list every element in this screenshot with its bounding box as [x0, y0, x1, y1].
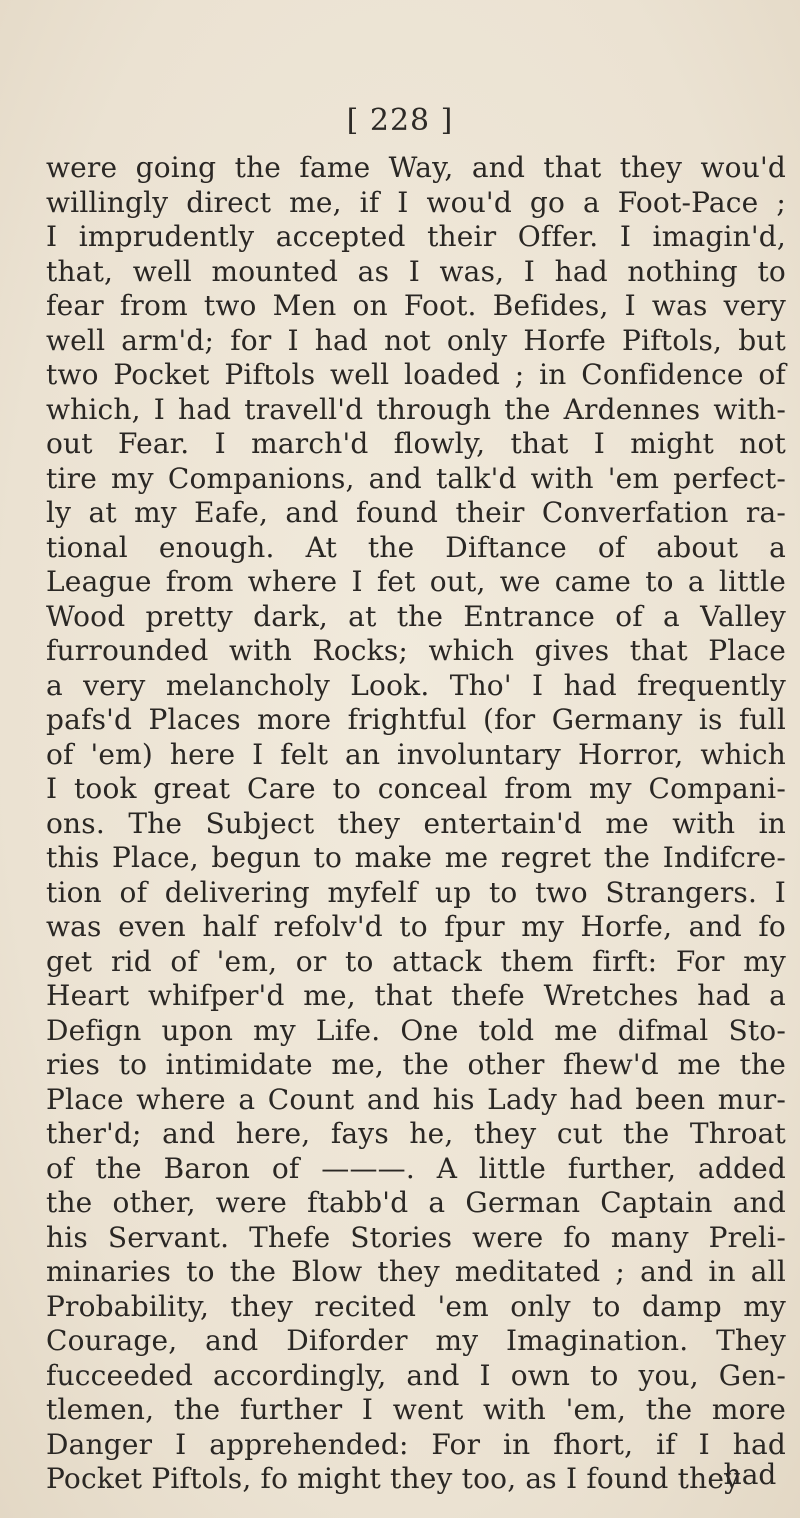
text-line: Danger I apprehended: For in fhort, if I had [46, 1427, 786, 1461]
text-line: of 'em) here I felt an involuntary Horror, which [46, 737, 786, 771]
text-line: ons. The Subject they entertain'd me with in [46, 806, 786, 840]
catchword: had [723, 1458, 777, 1491]
text-line: fear from two Men on Foot. Befides, I was very [46, 289, 786, 322]
text-line: Heart whifper'd me, that thefe Wretches had a [46, 979, 786, 1012]
text-line: ries to intimidate me, the other fhew'd me the [46, 1048, 786, 1081]
text-line: was even half refolv'd to fpur my Horfe, and fo [46, 910, 786, 943]
text-line: pafs'd Places more frightful (for Germany is full [46, 703, 786, 736]
text-line: which, I had travell'd through the Ardennes with- [46, 392, 786, 426]
text-line: willingly direct me, if I wou'd go a Foot-Pace ; [46, 185, 786, 219]
text-line: were going the fame Way, and that they wou'd [46, 151, 786, 184]
text-line: Wood pretty dark, at the Entrance of a Valley [46, 599, 786, 633]
text-line: well arm'd; for I had not only Horfe Piftols, but [46, 323, 786, 357]
text-line: the other, were ftabb'd a German Captain and [46, 1186, 786, 1219]
text-line: out Fear. I march'd flowly, that I might not [46, 427, 786, 460]
text-line: two Pocket Piftols well loaded ; in Confidence of [46, 358, 786, 391]
text-line: Courage, and Diforder my Imagination. They [46, 1324, 786, 1357]
text-line: get rid of 'em, or to attack them firft: For my [46, 944, 786, 978]
text-line: furrounded with Rocks; which gives that Place [46, 634, 786, 667]
text-line: his Servant. Thefe Stories were fo many Preli- [46, 1220, 786, 1254]
text-line: Pocket Piftols, fo might they too, as I found they [46, 1462, 741, 1495]
text-line: Probability, they recited 'em only to damp my [46, 1289, 786, 1323]
text-line: Place where a Count and his Lady had been mur- [46, 1082, 786, 1116]
text-line: this Place, begun to make me regret the Indifcre- [46, 841, 786, 874]
text-line: tlemen, the further I went with 'em, the more [46, 1393, 786, 1426]
text-line: ther'd; and here, fays he, they cut the Throat [46, 1117, 786, 1150]
text-line: League from where I fet out, we came to a little [46, 565, 786, 598]
text-line: a very melancholy Look. Tho' I had frequently [46, 668, 786, 702]
text-line: minaries to the Blow they meditated ; and in all [46, 1255, 786, 1288]
text-line: of the Baron of ———. A little further, added [46, 1151, 786, 1185]
text-line: tion of delivering myfelf up to two Strangers. I [46, 875, 786, 909]
text-line: I took great Care to conceal from my Compani- [46, 772, 786, 805]
page-number-header: [ 228 ] [346, 103, 454, 138]
text-line: tire my Companions, and talk'd with 'em perfect- [46, 461, 786, 495]
text-line: Defign upon my Life. One told me difmal Sto- [46, 1013, 786, 1047]
text-line: ly at my Eafe, and found their Converfation ra- [46, 496, 786, 529]
text-line: tional enough. At the Diftance of about a [46, 530, 786, 564]
text-line: I imprudently accepted their Offer. I imagin'd, [46, 220, 786, 253]
text-line: that, well mounted as I was, I had nothing to [46, 254, 786, 288]
text-line: fucceeded accordingly, and I own to you, Gen- [46, 1358, 786, 1392]
